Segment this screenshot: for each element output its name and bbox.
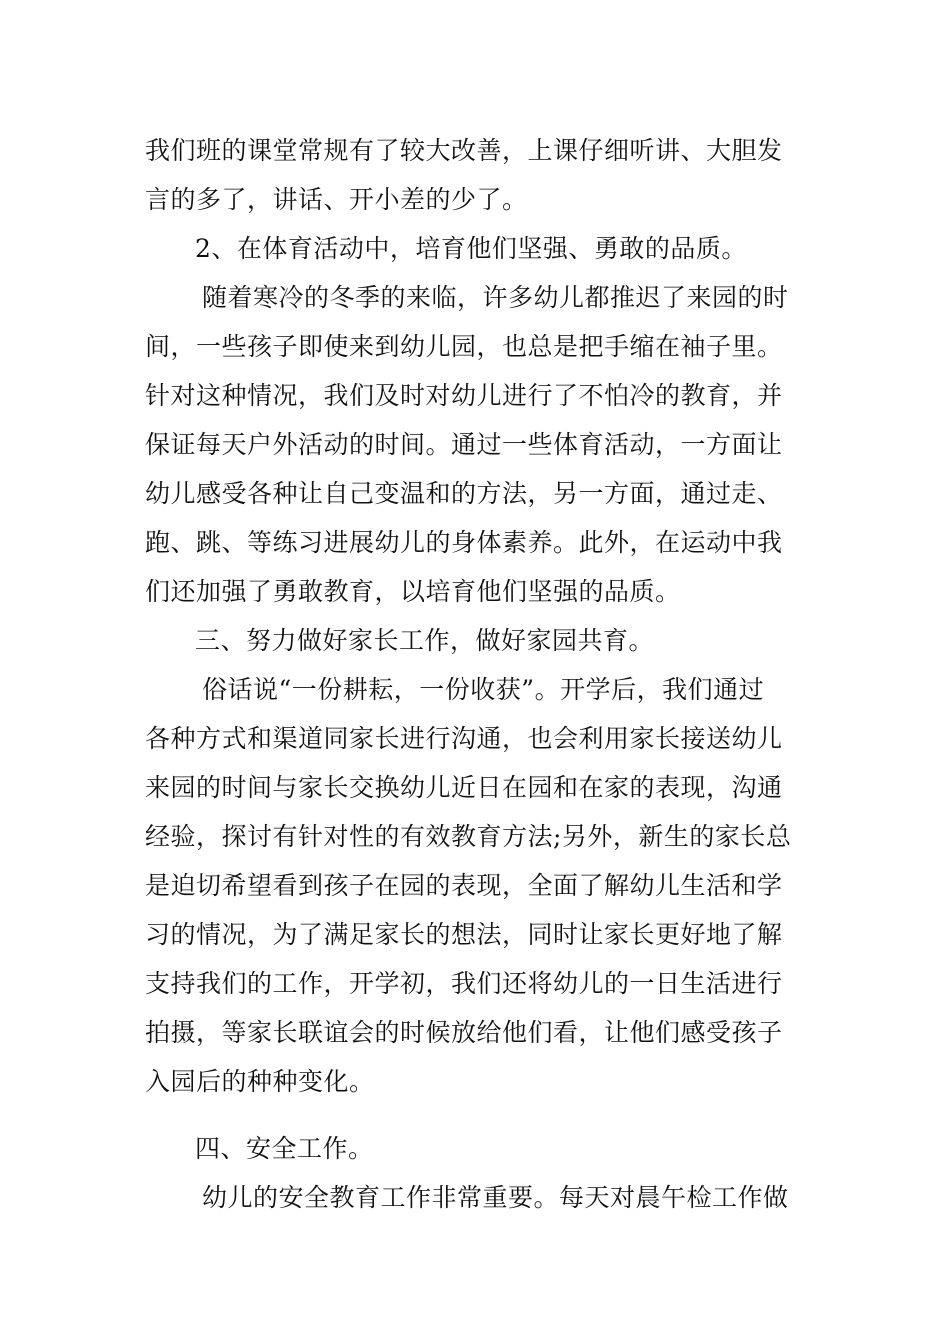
text-line: 随着寒冷的冬季的来临，许多幼儿都推迟了来园的时 bbox=[202, 283, 789, 312]
text-line: 跑、跳、等练习进展幼儿的身体素养。此外，在运动中我 bbox=[145, 528, 783, 557]
text-line: 经验，探讨有针对性的有效教育方法;另外，新生的家长总 bbox=[145, 822, 792, 851]
text-line: 各种方式和渠道同家长进行沟通，也会利用家长接送幼儿 bbox=[145, 724, 783, 753]
section-heading: 2、在体育活动中，培育他们坚强、勇敢的品质。 bbox=[195, 234, 747, 263]
text-line: 支持我们的工作，开学初，我们还将幼儿的一日生活进行 bbox=[145, 969, 783, 998]
text-line: 幼儿感受各种让自己变温和的方法，另一方面，通过走、 bbox=[145, 479, 783, 508]
text-line: 入园后的种种变化。 bbox=[145, 1067, 375, 1096]
section-heading: 四、安全工作。 bbox=[195, 1134, 374, 1163]
text-line: 俗话说“一份耕耘，一份收获”。开学后，我们通过 bbox=[202, 675, 765, 704]
text-line: 幼儿的安全教育工作非常重要。每天对晨午检工作做 bbox=[202, 1183, 789, 1212]
section-heading: 三、努力做好家长工作，做好家园共育。 bbox=[195, 626, 655, 655]
text-line: 们还加强了勇敢教育，以培育他们坚强的品质。 bbox=[145, 577, 681, 606]
text-line: 来园的时间与家长交换幼儿近日在园和在家的表现，沟通 bbox=[145, 773, 783, 802]
text-line: 是迫切希望看到孩子在园的表现，全面了解幼儿生活和学 bbox=[145, 871, 783, 900]
text-line: 拍摄，等家长联谊会的时候放给他们看，让他们感受孩子 bbox=[145, 1018, 783, 1047]
text-line: 针对这种情况，我们及时对幼儿进行了不怕冷的教育，并 bbox=[145, 381, 783, 410]
text-line: 习的情况，为了满足家长的想法，同时让家长更好地了解 bbox=[145, 920, 783, 949]
text-line: 间，一些孩子即使来到幼儿园，也总是把手缩在袖子里。 bbox=[145, 332, 783, 361]
text-line: 保证每天户外活动的时间。通过一些体育活动，一方面让 bbox=[145, 430, 783, 459]
text-line: 我们班的课堂常规有了较大改善，上课仔细听讲、大胆发 bbox=[145, 136, 783, 165]
text-line: 言的多了，讲话、开小差的少了。 bbox=[145, 185, 528, 214]
